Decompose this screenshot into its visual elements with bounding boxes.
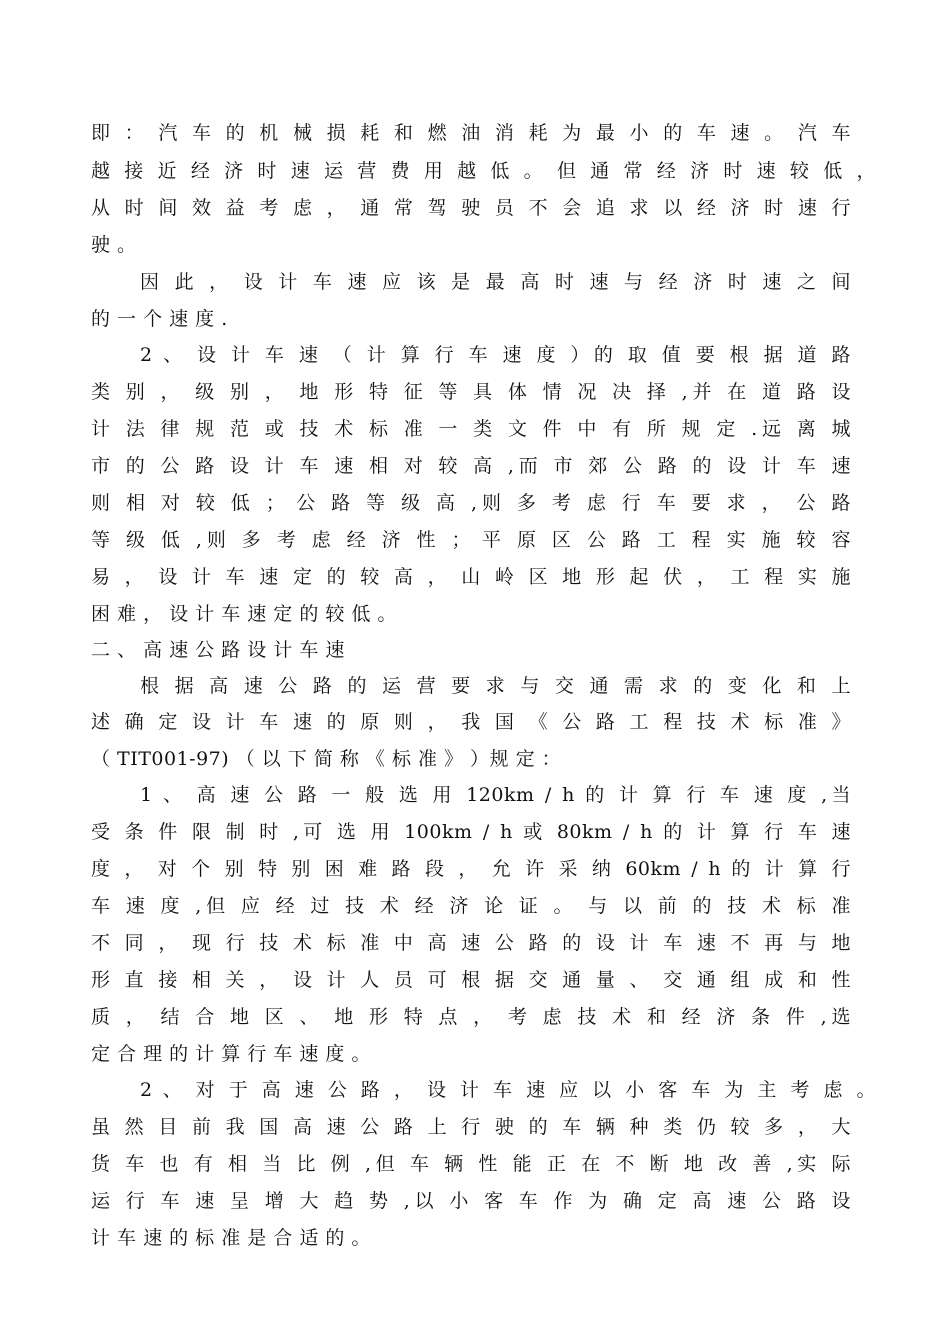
text-line: 根 据 高 速 公 路 的 运 营 要 求 与 交 通 需 求 的 变 化 和 上	[140, 675, 851, 697]
text-line: 即 ： 汽 车 的 机 械 损 耗 和 燃 油 消 耗 为 最 小 的 车 速 。 汽 车	[91, 122, 851, 144]
text-line: 等 级 低 ,则 多 考 虑 经 济 性 ； 平 原 区 公 路 工 程 实 施 较 容	[91, 529, 851, 551]
text-line: 因 此 ， 设 计 车 速 应 该 是 最 高 时 速 与 经 济 时 速 之 间	[140, 271, 851, 293]
text-line: 驶 。	[91, 234, 137, 256]
text-line: 1 、 高 速 公 路 一 般 选 用 120km / h 的 计 算 行 车 速 度 ,当	[140, 784, 851, 806]
text-line: 从 时 间 效 益 考 虑 ， 通 常 驾 驶 员 不 会 追 求 以 经 济 时 速 行	[91, 197, 851, 219]
text-line: 运 行 车 速 呈 增 大 趋 势 ,以 小 客 车 作 为 确 定 高 速 公 路 设	[91, 1190, 851, 1212]
text-line: 虽 然 目 前 我 国 高 速 公 路 上 行 驶 的 车 辆 种 类 仍 较 多 ， 大	[91, 1116, 851, 1138]
text-line: 受 条 件 限 制 时 ,可 选 用 100km / h 或 80km / h 的 计 算 行 车 速	[91, 821, 851, 843]
text-line: 车 速 度 ,但 应 经 过 技 术 经 济 论 证 。 与 以 前 的 技 术 标 准	[91, 895, 851, 917]
text-line: 类 别 ， 级 别 ， 地 形 特 征 等 具 体 情 况 决 择 ,并 在 道 路 设	[91, 381, 851, 403]
section-heading: 二 、 高 速 公 路 设 计 车 速	[91, 639, 345, 661]
text-line: 则 相 对 较 低 ； 公 路 等 级 高 ,则 多 考 虑 行 车 要 求 ， 公 路	[91, 492, 851, 514]
text-line: 市 的 公 路 设 计 车 速 相 对 较 高 ,而 市 郊 公 路 的 设 计 车 速	[91, 455, 851, 477]
text-line: 形 直 接 相 关 ， 设 计 人 员 可 根 据 交 通 量 、 交 通 组 成 和 性	[91, 969, 851, 991]
text-line: 定 合 理 的 计 算 行 车 速 度 。	[91, 1043, 371, 1065]
text-line: 2 、 对 于 高 速 公 路 ， 设 计 车 速 应 以 小 客 车 为 主 考 虑 。	[140, 1079, 876, 1101]
text-line: 2 、 设 计 车 速 （ 计 算 行 车 速 度 ）的 取 值 要 根 据 道 路	[140, 344, 851, 366]
text-line: 计 车 速 的 标 准 是 合 适 的 。	[91, 1227, 371, 1249]
text-line: 述 确 定 设 计 车 速 的 原 则 ， 我 国 《 公 路 工 程 技 术 标 准 》	[91, 711, 851, 733]
text-line: 质 ， 结 合 地 区 、 地 形 特 点 ， 考 虑 技 术 和 经 济 条 件 ,选	[91, 1006, 851, 1028]
text-line: 越 接 近 经 济 时 速 运 营 费 用 越 低 。 但 通 常 经 济 时 速 较 低 ，	[91, 160, 876, 182]
text-line: 的 一 个 速 度 .	[91, 308, 228, 330]
text-line: 困 难 ， 设 计 车 速 定 的 较 低 。	[91, 603, 397, 625]
text-line: 度 ， 对 个 别 特 别 困 难 路 段 ， 允 许 采 纳 60km / h 的 计 算 行	[91, 858, 851, 880]
text-line: 不 同 ， 现 行 技 术 标 准 中 高 速 公 路 的 设 计 车 速 不 再 与 地	[91, 932, 851, 954]
text-line: （ TIT001-97) （ 以 下 简 称 《 标 准 》 ）规 定 ：	[91, 748, 562, 770]
text-line: 货 车 也 有 相 当 比 例 ,但 车 辆 性 能 正 在 不 断 地 改 善 ,实 际	[91, 1153, 851, 1175]
text-line: 计 法 律 规 范 或 技 术 标 准 一 类 文 件 中 有 所 规 定 .远 离 城	[91, 418, 851, 440]
text-line: 易 ， 设 计 车 速 定 的 较 高 ， 山 岭 区 地 形 起 伏 ， 工 程 实 施	[91, 566, 851, 588]
